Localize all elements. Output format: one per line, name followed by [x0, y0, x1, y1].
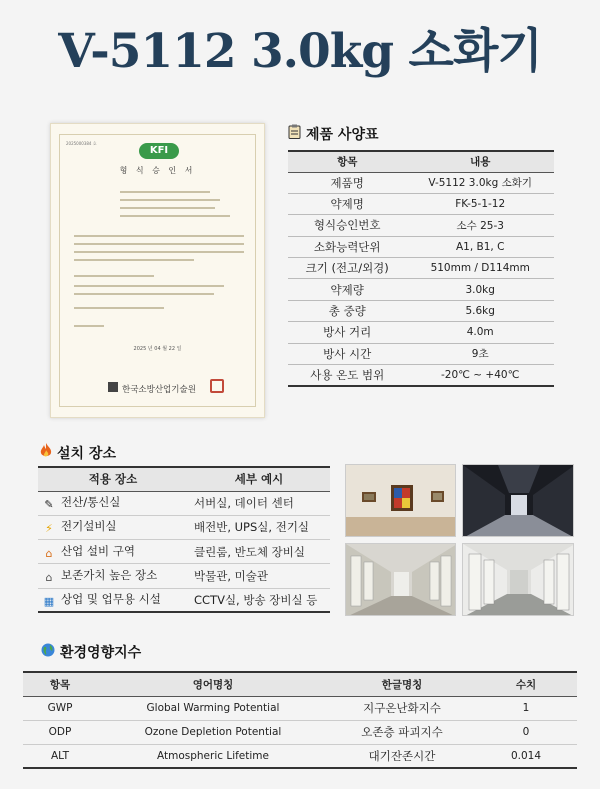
install-col-place: 적용 장소 [38, 467, 188, 491]
table-row: 총 중량 5.6kg [288, 300, 554, 321]
seal-icon [108, 382, 118, 392]
table-row: ODP Ozone Depletion Potential 오존층 파괴지수 0 [23, 720, 577, 744]
clipboard-icon [288, 124, 301, 143]
museum-photo [345, 464, 456, 537]
table-row: 소화능력단위 A1, B1, C [288, 236, 554, 257]
spec-col-content: 내용 [406, 151, 554, 172]
table-row: 형식승인번호 소수 25-3 [288, 215, 554, 236]
table-row: 방사 거리 4.0m [288, 322, 554, 343]
kfi-logo: KFI [139, 143, 179, 159]
env-col-value: 수치 [475, 672, 577, 696]
globe-icon [41, 643, 55, 661]
env-col-item: 항목 [23, 672, 97, 696]
factory-icon: ⌂ [45, 546, 53, 560]
env-col-english: 영어명칭 [97, 672, 329, 696]
certificate-heading: 형 식 승 인 서 [119, 166, 196, 175]
table-row: ⌂ 산업 설비 구역 클린룸, 반도체 장비실 [38, 540, 330, 564]
table-row: ⌂ 보존가치 높은 장소 박물관, 미술관 [38, 564, 330, 588]
table-row: GWP Global Warming Potential 지구온난화지수 1 [23, 696, 577, 720]
table-row: 약제명 FK-5-1-12 [288, 193, 554, 214]
install-col-detail: 세부 예시 [188, 467, 330, 491]
certificate-date: 2025 년 04 월 22 일 [133, 346, 182, 352]
lightning-icon: ⚡ [45, 522, 53, 536]
certificate-issuer: 한국소방산업기술원 [122, 385, 196, 395]
env-table [23, 671, 577, 769]
table-row: ALT Atmospheric Lifetime 대기잔존시간 0.014 [23, 744, 577, 768]
fire-icon [40, 443, 52, 462]
spec-col-item: 항목 [288, 151, 406, 172]
env-heading: 환경영향지수 [41, 642, 141, 662]
certificate-number: 2025000384 호 [66, 141, 97, 146]
install-table [38, 466, 330, 613]
install-heading: 설치 장소 [40, 443, 116, 463]
spec-table [288, 150, 554, 387]
cabinet-room-photo [462, 543, 574, 616]
table-row: ⚡ 전기설비실 배전반, UPS실, 전기실 [38, 515, 330, 539]
table-row: ▦ 상업 및 업무용 시설 CCTV실, 방송 장비실 등 [38, 588, 330, 612]
table-row: 방사 시간 9초 [288, 343, 554, 364]
office-building-icon: ▦ [43, 595, 55, 609]
table-row: 사용 온도 범위 -20℃ ~ +40℃ [288, 365, 554, 386]
table-row: 제품명 V-5112 3.0kg 소화기 [288, 172, 554, 193]
certificate-image [50, 123, 265, 418]
table-row: 크기 (전고/외경) 510mm / D114mm [288, 258, 554, 279]
page-title: V-5112 3.0kg 소화기 [58, 24, 542, 79]
env-col-korean: 한글명칭 [329, 672, 475, 696]
table-row: 약제량 3.0kg [288, 279, 554, 300]
table-row: ✎ 전산/통신실 서버실, 데이터 센터 [38, 491, 330, 515]
server-room-photo [462, 464, 574, 537]
museum-icon: ⌂ [45, 571, 53, 585]
stamp-icon [210, 379, 224, 393]
electrical-room-photo [345, 543, 456, 616]
pen-icon: ✎ [44, 498, 54, 512]
spec-heading: 제품 사양표 [288, 124, 379, 144]
